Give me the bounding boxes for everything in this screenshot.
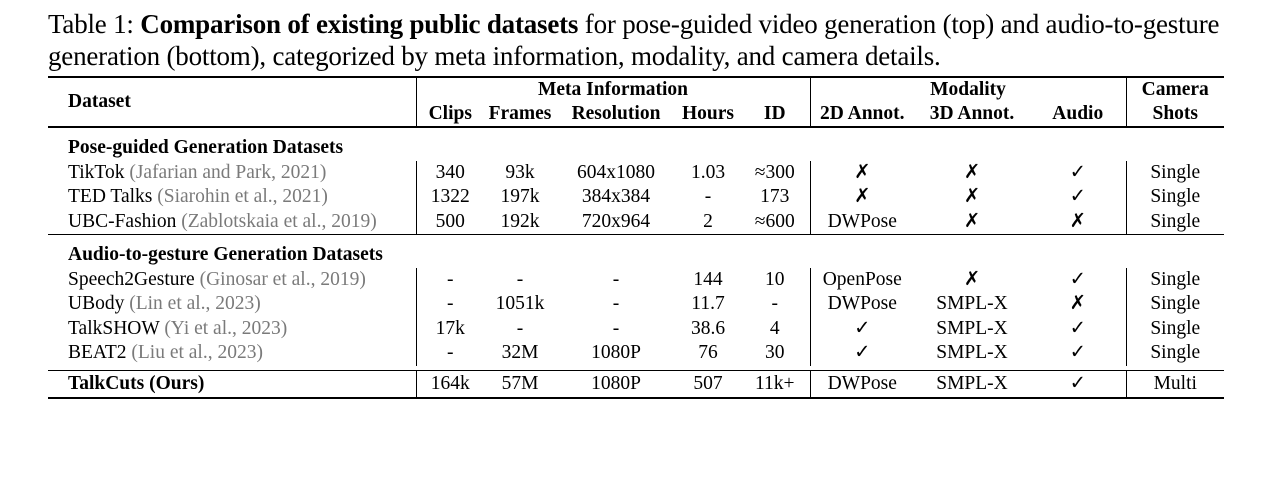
shots-cell: Single	[1126, 185, 1224, 210]
frames-cell: 197k	[500, 186, 540, 208]
ours-row	[48, 370, 1224, 398]
caption-rest: for pose-guided video generation (top) and audio-to-gesture generation (bottom), categorized by meta information, modality, and camera details.	[48, 9, 1220, 71]
frames-cell: -	[516, 317, 524, 339]
dataset-name: UBody	[68, 293, 125, 315]
annot2d-cell: ✗	[810, 161, 914, 186]
spacer-row	[48, 127, 1224, 136]
dataset-name-cell	[48, 185, 416, 210]
annot2d-cell: ✗	[810, 185, 914, 210]
annot3d-cell: ✗	[963, 210, 981, 232]
audio-cell: ✓	[1069, 268, 1086, 290]
dataset-citation[interactable]: (Jafarian and Park, 2021)	[129, 161, 327, 183]
header-clips: Clips	[416, 102, 484, 127]
shots-cell: Single	[1126, 268, 1224, 293]
clips-cell: 1322	[416, 185, 484, 210]
table-row	[48, 317, 1224, 342]
ours-annot2d-cell: DWPose	[810, 370, 914, 398]
dataset-name-cell	[48, 268, 416, 293]
header-modality: Modality	[810, 77, 1126, 102]
header-resolution: Resolution	[571, 103, 661, 124]
comparison-table	[48, 76, 1224, 399]
clips-cell: -	[416, 292, 484, 317]
dataset-citation[interactable]: (Lin et al., 2023)	[129, 293, 261, 315]
table-row	[48, 268, 1224, 293]
resolution-cell: 1080P	[591, 342, 641, 364]
frames-cell: 93k	[505, 161, 535, 183]
caption-bold: Comparison of existing public datasets	[140, 9, 579, 39]
ours-frames-cell: 57M	[501, 372, 539, 394]
audio-cell: ✗	[1069, 210, 1086, 232]
audio-cell: ✓	[1069, 342, 1086, 364]
id-cell: 173	[760, 186, 790, 208]
annot2d-cell: OpenPose	[810, 268, 914, 293]
annot3d-cell: SMPL-X	[936, 317, 1008, 339]
frames-cell: 32M	[501, 342, 539, 364]
annot2d-cell: ✓	[810, 317, 914, 342]
resolution-cell: -	[612, 317, 620, 339]
audio-cell: ✗	[1069, 293, 1086, 315]
section-title: Audio-to-gesture Generation Datasets	[68, 244, 383, 266]
dataset-name-cell	[48, 210, 416, 235]
shots-cell: Single	[1126, 210, 1224, 235]
header-shots: Shots	[1126, 102, 1224, 127]
resolution-cell: 720x964	[581, 210, 651, 232]
table-row	[48, 341, 1224, 366]
header-hours: Hours	[681, 103, 734, 124]
id-cell: 4	[769, 317, 780, 339]
shots-cell: Single	[1126, 292, 1224, 317]
annot3d-cell: ✗	[963, 268, 981, 290]
hours-cell: 38.6	[690, 317, 726, 339]
resolution-cell: 384x384	[581, 186, 651, 208]
clips-cell: -	[416, 341, 484, 366]
shots-cell: Single	[1126, 341, 1224, 366]
hours-cell: 1.03	[690, 161, 726, 183]
annot3d-cell: SMPL-X	[936, 342, 1008, 364]
id-cell: ≈600	[754, 210, 795, 232]
dataset-name: BEAT2	[68, 342, 127, 364]
hours-cell: -	[704, 186, 712, 208]
annot3d-cell: ✗	[963, 186, 981, 208]
resolution-cell: -	[612, 268, 620, 290]
dataset-citation[interactable]: (Yi et al., 2023)	[164, 317, 288, 339]
id-cell: -	[771, 293, 778, 315]
table-caption	[48, 8, 1238, 72]
annot3d-cell: ✗	[963, 161, 981, 183]
dataset-citation[interactable]: (Siarohin et al., 2021)	[157, 186, 328, 208]
section-header-row	[48, 243, 1224, 268]
ours-audio-cell: ✓	[1069, 372, 1086, 394]
header-camera: Camera	[1126, 77, 1224, 102]
id-cell: 30	[765, 342, 785, 364]
hours-cell: 11.7	[691, 293, 725, 315]
header-2d-annot: 2D Annot.	[810, 102, 914, 127]
frames-cell: 192k	[500, 210, 540, 232]
audio-cell: ✓	[1069, 161, 1086, 183]
ours-clips-cell: 164k	[416, 370, 484, 398]
dataset-citation[interactable]: (Liu et al., 2023)	[131, 342, 263, 364]
shots-cell: Single	[1126, 161, 1224, 186]
clips-cell: 340	[416, 161, 484, 186]
table-row	[48, 185, 1224, 210]
frames-cell: -	[516, 268, 524, 290]
header-dataset: Dataset	[68, 91, 131, 112]
id-cell: ≈300	[754, 161, 795, 183]
section-title: Pose-guided Generation Datasets	[68, 137, 344, 159]
table-row	[48, 210, 1224, 235]
dataset-name-cell	[48, 292, 416, 317]
ours-name: TalkCuts (Ours)	[68, 372, 205, 394]
table-row	[48, 161, 1224, 186]
annot2d-cell: ✓	[810, 341, 914, 366]
frames-cell: 1051k	[495, 293, 545, 315]
table-row	[48, 292, 1224, 317]
clips-cell: 500	[416, 210, 484, 235]
section-header-row	[48, 136, 1224, 161]
dataset-name-cell	[48, 341, 416, 366]
dataset-name: TED Talks	[68, 186, 153, 208]
caption-label: Table 1:	[48, 9, 134, 39]
resolution-cell: 604x1080	[577, 161, 655, 183]
clips-cell: -	[416, 268, 484, 293]
dataset-name: Speech2Gesture	[68, 268, 195, 290]
ours-hours-cell: 507	[693, 372, 723, 394]
annot2d-cell: DWPose	[810, 292, 914, 317]
header-audio: Audio	[1052, 103, 1104, 124]
clips-cell: 17k	[416, 317, 484, 342]
shots-cell: Single	[1126, 317, 1224, 342]
hours-cell: 2	[703, 210, 713, 232]
audio-cell: ✓	[1069, 186, 1086, 208]
dataset-name-cell	[48, 161, 416, 186]
annot2d-cell: DWPose	[810, 210, 914, 235]
ours-shots-cell: Multi	[1126, 370, 1224, 398]
dataset-name: TalkSHOW	[68, 317, 160, 339]
id-cell: 10	[765, 268, 785, 290]
hours-cell: 76	[698, 342, 718, 364]
header-meta-information: Meta Information	[416, 77, 810, 102]
ours-annot3d-cell: SMPL-X	[936, 372, 1008, 394]
spacer-row	[48, 235, 1224, 244]
header-3d-annot: 3D Annot.	[929, 103, 1015, 124]
dataset-name: UBC-Fashion	[68, 210, 177, 232]
resolution-cell: -	[612, 293, 620, 315]
header-frames: Frames	[488, 103, 552, 124]
dataset-citation[interactable]: (Zablotskaia et al., 2019)	[181, 210, 377, 232]
annot3d-cell: SMPL-X	[936, 293, 1008, 315]
dataset-name: TikTok	[68, 161, 125, 183]
header-id: ID	[763, 103, 786, 124]
ours-resolution-cell: 1080P	[591, 372, 641, 394]
ours-id-cell: 11k+	[754, 372, 795, 394]
hours-cell: 144	[693, 268, 723, 290]
dataset-name-cell	[48, 317, 416, 342]
audio-cell: ✓	[1069, 317, 1086, 339]
dataset-citation[interactable]: (Ginosar et al., 2019)	[199, 268, 366, 290]
